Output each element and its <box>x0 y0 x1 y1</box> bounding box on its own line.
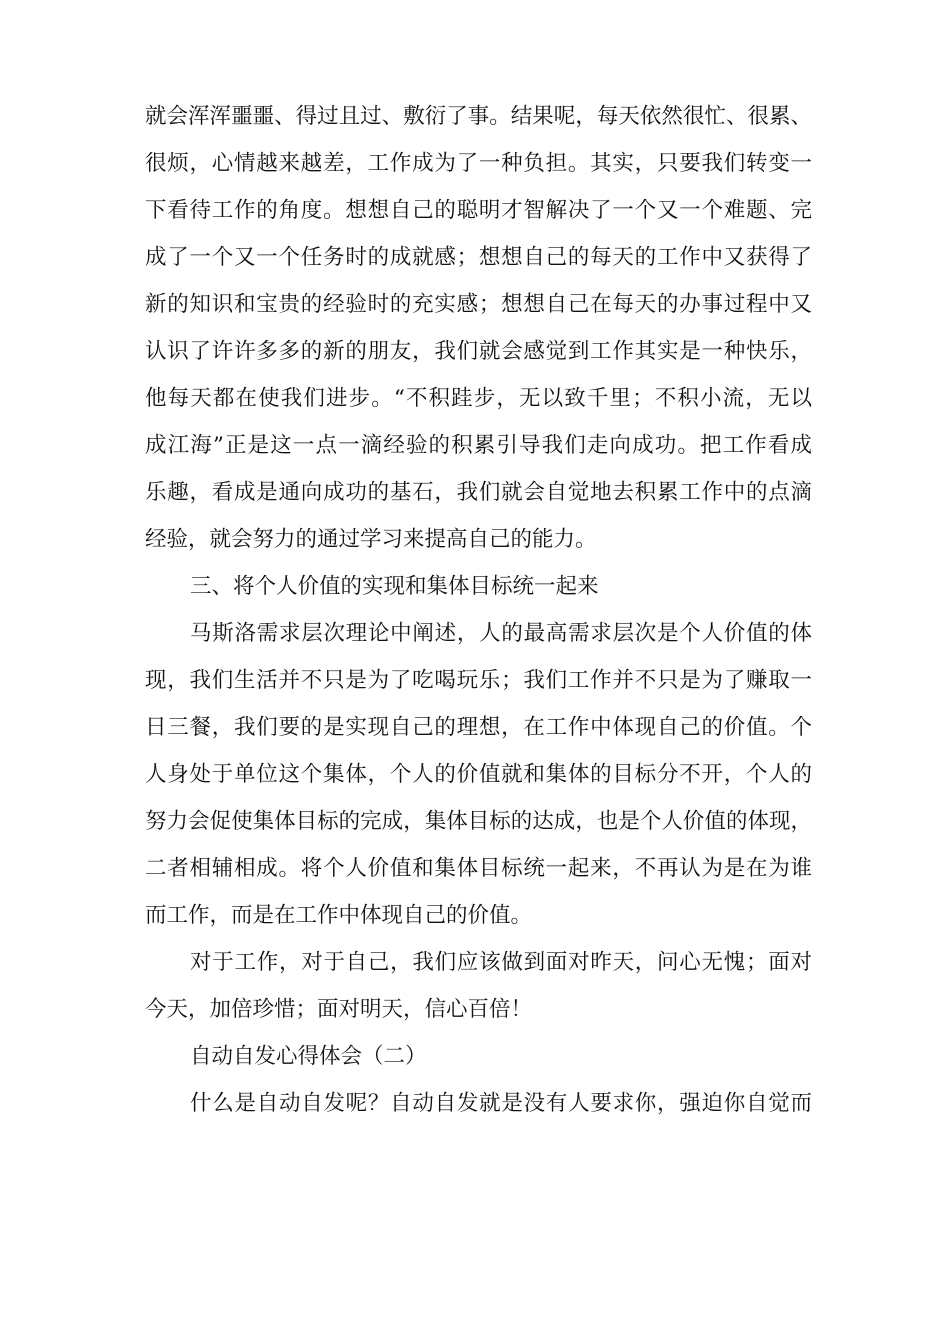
text-line: 日三餐，我们要的是实现自己的理想，在工作中体现自己的价值。个 <box>145 715 812 740</box>
text-line: 认识了许许多多的新的朋友，我们就会感觉到工作其实是一种快乐， <box>145 339 812 364</box>
paragraph <box>145 1080 812 1127</box>
text-line: 很烦，心情越来越差，工作成为了一种负担。其实，只要我们转变一 <box>145 151 812 176</box>
text-line: 经验，就会努力的通过学习来提高自己的能力。 <box>145 527 597 552</box>
text-line: 什么是自动自发呢？自动自发就是没有人要求你，强迫你自觉而 <box>190 1091 812 1116</box>
paragraph <box>145 939 812 1033</box>
text-line: 他每天都在使我们进步。“不积跬步，无以致千里；不积小流，无以 <box>145 386 812 411</box>
text-line: 成江海”正是这一点一滴经验的积累引导我们走向成功。把工作看成 <box>145 433 812 458</box>
title-line: 自动自发心得体会（二） <box>190 1044 427 1069</box>
text-line: 乐趣，看成是通向成功的基石，我们就会自觉地去积累工作中的点滴 <box>145 480 812 505</box>
section-title <box>145 1033 812 1080</box>
document-body <box>145 93 812 1127</box>
text-line: 下看待工作的角度。想想自己的聪明才智解决了一个又一个难题、完 <box>145 198 812 223</box>
text-line: 今天，加倍珍惜；面对明天，信心百倍！ <box>145 997 533 1022</box>
text-line: 人身处于单位这个集体，个人的价值就和集体的目标分不开，个人的 <box>145 762 812 787</box>
text-line: 成了一个又一个任务时的成就感；想想自己的每天的工作中又获得了 <box>145 245 812 270</box>
text-line: 新的知识和宝贵的经验时的充实感；想想自己在每天的办事过程中又 <box>145 292 812 317</box>
paragraph <box>145 93 812 563</box>
text-line: 现，我们生活并不只是为了吃喝玩乐；我们工作并不只是为了赚取一 <box>145 668 812 693</box>
text-line: 对于工作，对于自己，我们应该做到面对昨天，问心无愧；面对 <box>190 950 812 975</box>
section-heading <box>145 563 812 610</box>
text-line: 努力会促使集体目标的完成，集体目标的达成，也是个人价值的体现， <box>145 809 812 834</box>
text-line: 马斯洛需求层次理论中阐述，人的最高需求层次是个人价值的体 <box>190 621 812 646</box>
text-line: 二者相辅相成。将个人价值和集体目标统一起来，不再认为是在为谁 <box>145 856 812 881</box>
heading-line: 三、将个人价值的实现和集体目标统一起来 <box>190 574 599 599</box>
paragraph <box>145 610 812 939</box>
text-line: 而工作，而是在工作中体现自己的价值。 <box>145 903 533 928</box>
text-line: 就会浑浑噩噩、得过且过、敷衍了事。结果呢，每天依然很忙、很累、 <box>145 104 812 129</box>
